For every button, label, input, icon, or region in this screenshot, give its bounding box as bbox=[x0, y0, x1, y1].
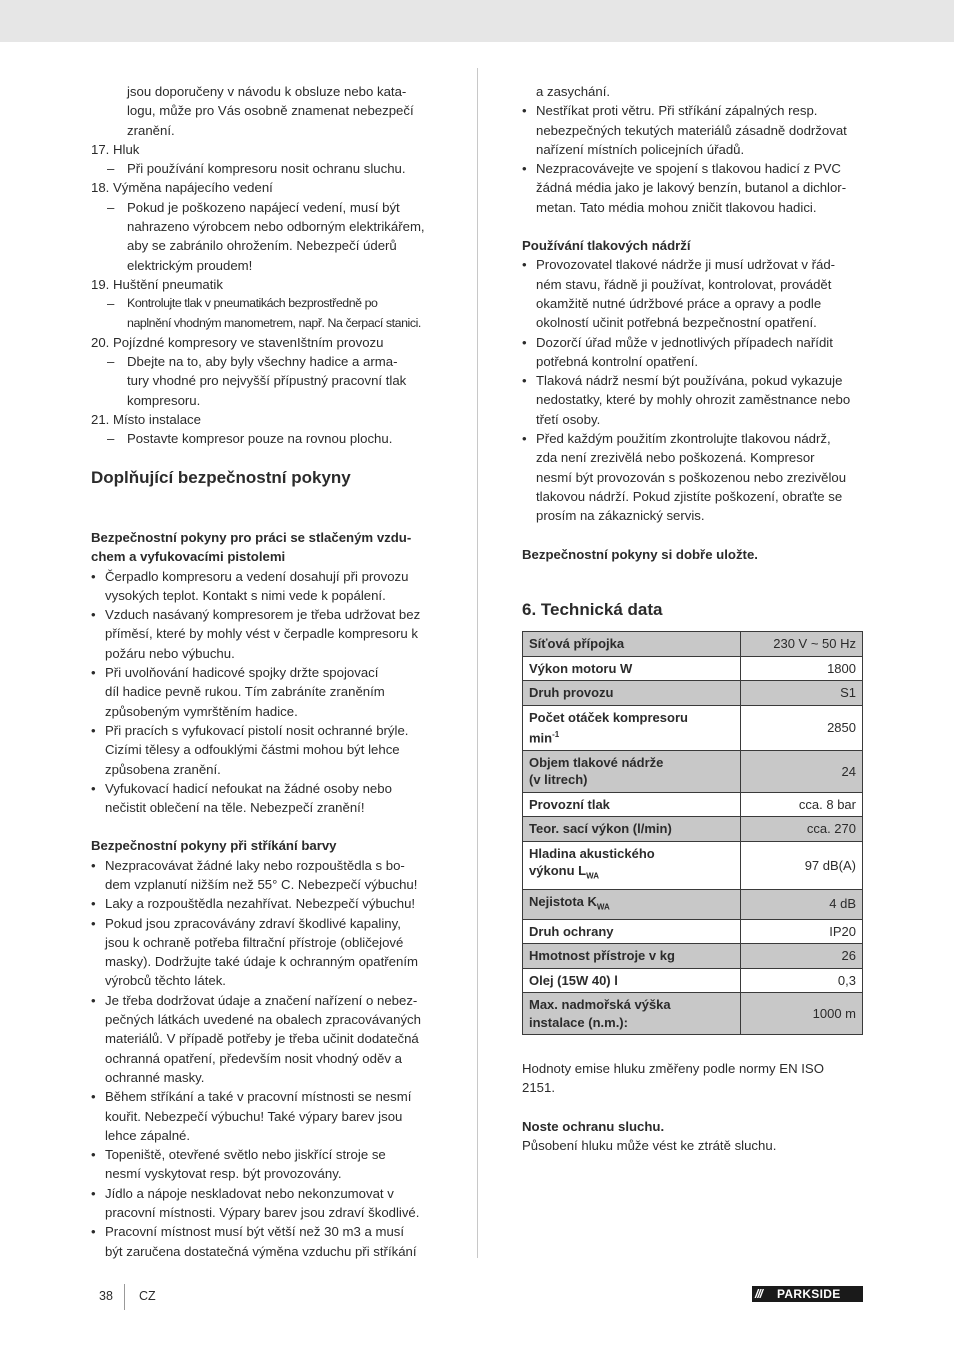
text-line: příměsí, které by mohly vést v čerpadle kompresoru k bbox=[105, 626, 418, 642]
text-line: Pokud je poškozeno napájecí vedení, musí být bbox=[127, 199, 400, 215]
text-line: Hmotnost přístroje v kg bbox=[529, 948, 675, 964]
spec-row bbox=[523, 889, 863, 919]
bullet-marker: • bbox=[522, 161, 527, 177]
spec-value: 4 dB bbox=[741, 889, 863, 919]
spec-label bbox=[523, 993, 741, 1035]
bullet-marker: • bbox=[522, 103, 527, 119]
section-title bbox=[91, 528, 431, 567]
text-line: požáru nebo výbuchu. bbox=[105, 645, 235, 661]
text-line: Topeniště, otevřené světlo nebo jiskřící stroje se bbox=[105, 1147, 386, 1163]
numbered-item bbox=[91, 178, 431, 197]
spec-row bbox=[523, 705, 863, 750]
text-line: ochranné masky. bbox=[105, 1069, 205, 1085]
numbered-item bbox=[91, 140, 431, 159]
subscript: WA bbox=[586, 872, 599, 882]
text-line: pracovní místnosti. Výpary barev jsou zdraví škodlivé. bbox=[105, 1205, 420, 1221]
text-line: Nestříkat proti větru. Při stříkání zápalných resp. bbox=[536, 103, 818, 119]
section-heading: Doplňující bezpečnostní pokyny bbox=[91, 467, 351, 487]
spec-value: cca. 8 bar bbox=[741, 792, 863, 817]
left-sections bbox=[91, 528, 431, 1261]
text-line: (v litrech) bbox=[529, 772, 588, 788]
spec-label-line bbox=[529, 726, 734, 747]
bullet-text bbox=[105, 1222, 431, 1261]
spec-label-line bbox=[529, 820, 734, 838]
spec-label-line bbox=[529, 972, 734, 990]
bullet-marker: • bbox=[91, 915, 96, 931]
text-line: lehce zápalné. bbox=[105, 1127, 191, 1143]
text-line: tury vhodné pro nejvyšší přípustný pracovní tlak bbox=[127, 373, 407, 389]
text-line: nebezpečných tekutých materiálů zásadně dodržovat bbox=[536, 122, 847, 138]
text-line: okolností učinit potřebná bezpečnostní opatření. bbox=[536, 315, 817, 331]
bullet-item bbox=[522, 371, 862, 429]
bullet-text bbox=[536, 333, 862, 372]
bullet-item bbox=[522, 159, 862, 217]
text-line: Objem tlakové nádrže bbox=[529, 754, 664, 770]
text-line: třetí osoby. bbox=[536, 411, 601, 427]
text-line: Vzduch nasávaný kompresorem je třeba udržovat bez bbox=[105, 607, 421, 623]
text-line: zda není zrezivělá nebo poškozená. Kompresor bbox=[536, 450, 815, 466]
spec-label-line bbox=[529, 845, 734, 863]
spec-label-line bbox=[529, 923, 734, 941]
text-line: Druh ochrany bbox=[529, 923, 614, 939]
column-divider bbox=[477, 68, 478, 1258]
bullet-text bbox=[536, 429, 862, 525]
spec-label-line bbox=[529, 796, 734, 814]
bullet-item bbox=[522, 429, 862, 525]
dash-marker: – bbox=[107, 296, 115, 312]
bullet-item bbox=[91, 991, 431, 1087]
text-line: jsou doporučeny v návodu k obsluze nebo kata- bbox=[127, 84, 407, 99]
keep-note: Bezpečnostní pokyny si dobře uložte. bbox=[522, 546, 758, 562]
text-line: naplnění vhodným manometrem, např. Na čerpací stanici. bbox=[127, 315, 421, 330]
spec-label bbox=[523, 968, 741, 993]
bullet-marker: • bbox=[91, 1089, 96, 1105]
text-line: Pokud jsou zpracovávány zdraví škodlivé kapaliny, bbox=[105, 915, 401, 931]
text-line: elektrickým proudem! bbox=[127, 257, 253, 273]
spec-value: 1800 bbox=[741, 656, 863, 681]
text-line: zranění. bbox=[127, 122, 175, 138]
bullet-marker: • bbox=[91, 780, 96, 796]
dash-item bbox=[91, 352, 431, 410]
text-line: nesmí vyskytovat resp. být provozovány. bbox=[105, 1166, 342, 1182]
text-line: Dozorčí úřad může v jednotlivých případech nařídit bbox=[536, 334, 833, 350]
text-line: Bezpečnostní pokyny při stříkání barvy bbox=[91, 838, 337, 854]
text-line: jsou k ochraně potřeba filtrační přístroje (obličejové bbox=[105, 934, 404, 950]
text-line: potřebná kontrolní opatření. bbox=[536, 353, 699, 369]
text-line: Laky a rozpouštědla nezahřívat. Nebezpečí výbuchu! bbox=[105, 896, 416, 912]
bullet-item bbox=[91, 567, 431, 606]
spec-value: 1000 m bbox=[741, 993, 863, 1035]
right-column bbox=[522, 82, 862, 1155]
logo-text: PARKSIDE bbox=[777, 1287, 841, 1301]
dash-text bbox=[127, 198, 431, 275]
dash-text bbox=[127, 294, 431, 333]
hearing-title: Noste ochranu sluchu. bbox=[522, 1118, 665, 1134]
spec-row bbox=[523, 944, 863, 969]
text-line: Vyfukovací hadicí nefoukat na žádné osoby nebo bbox=[105, 780, 392, 796]
text-line: kompresoru. bbox=[127, 392, 201, 408]
parkside-logo bbox=[752, 1286, 863, 1302]
spec-row bbox=[523, 632, 863, 657]
page-number: 38 bbox=[99, 1289, 113, 1303]
text-line: dem vzplanutí nižším než 55° C. Nebezpečí výbuchu! bbox=[105, 876, 418, 892]
spec-row bbox=[523, 681, 863, 706]
subscript: WA bbox=[596, 902, 610, 912]
numbered-item bbox=[91, 410, 431, 429]
tanks-title: Používání tlakových nádrží bbox=[522, 238, 691, 254]
text-line: Při používání kompresoru nosit ochranu sluchu. bbox=[127, 161, 406, 177]
bullet-text bbox=[105, 605, 431, 663]
numbered-item bbox=[91, 275, 431, 294]
bullet-text bbox=[105, 914, 431, 991]
bullet-marker: • bbox=[91, 1185, 96, 1201]
text-line: okamžitě nutné údržbové práce a opravy a podle bbox=[536, 295, 822, 311]
spec-label bbox=[523, 632, 741, 657]
item-title: Výměna napájecího vedení bbox=[113, 180, 273, 196]
bullet-item bbox=[91, 1145, 431, 1184]
text-line: Nezpracovávat žádné laky nebo rozpouštědla s bo- bbox=[105, 857, 405, 873]
spec-row bbox=[523, 968, 863, 993]
text-line: Provozní tlak bbox=[529, 796, 610, 812]
text-line: nedostatky, které by mohly ohrozit zaměstnance nebo bbox=[536, 392, 851, 408]
text-line: být zaručena dostatečná výměna vzduchu při stříkání bbox=[105, 1243, 417, 1259]
text-line: kouřit. Nebezpečí výbuchu! Také výpary barev jsou bbox=[105, 1108, 403, 1124]
text-line: Při pracích s vyfukovací pistolí nosit ochranné brýle. bbox=[105, 722, 409, 738]
text-line: logu, může pro Vás osobně znamenat nebezpečí bbox=[127, 103, 414, 119]
spec-value: 2850 bbox=[741, 705, 863, 750]
bullet-marker: • bbox=[91, 896, 96, 912]
spec-row bbox=[523, 792, 863, 817]
spec-row bbox=[523, 656, 863, 681]
text-line: min bbox=[529, 730, 553, 746]
spec-label-line bbox=[529, 771, 734, 789]
spec-label bbox=[523, 705, 741, 750]
dash-item bbox=[91, 294, 431, 333]
spec-table bbox=[522, 631, 863, 1035]
bullet-item bbox=[91, 1087, 431, 1145]
spec-label bbox=[523, 750, 741, 792]
continuation-text: a zasychání. bbox=[536, 84, 611, 99]
bullet-text bbox=[105, 721, 431, 779]
bullet-text bbox=[536, 371, 862, 429]
item-number: 18. bbox=[91, 180, 110, 196]
safety-section bbox=[91, 528, 431, 817]
bullet-text bbox=[105, 991, 431, 1087]
spec-value: IP20 bbox=[741, 919, 863, 944]
text-line: materiálů. V případě potřeby je třeba učinit dodatečná bbox=[105, 1031, 419, 1047]
bullet-marker: • bbox=[91, 992, 96, 1008]
spec-label bbox=[523, 919, 741, 944]
bullet-text bbox=[105, 1184, 431, 1223]
text-line: Max. nadmořská výška bbox=[529, 997, 671, 1013]
text-line: aby se zabránilo ohrožením. Nebezpečí úderů bbox=[127, 238, 397, 254]
spec-label-line bbox=[529, 893, 734, 916]
spec-label-line bbox=[529, 709, 734, 727]
text-line: způsobena zranění. bbox=[105, 761, 221, 777]
text-line: žádná média jako je lakový benzín, butanol a dichlor- bbox=[536, 180, 847, 196]
text-line: Dbejte na to, aby byly všechny hadice a arma- bbox=[127, 354, 398, 370]
text-line: způsobeným vymrštěním hadice. bbox=[105, 703, 298, 719]
item-title: Huštění pneumatik bbox=[113, 276, 223, 292]
spec-label bbox=[523, 817, 741, 842]
spec-label-line bbox=[529, 754, 734, 772]
spec-label bbox=[523, 681, 741, 706]
bullet-item bbox=[91, 779, 431, 818]
bullet-item bbox=[91, 1222, 431, 1261]
bullet-text bbox=[105, 779, 431, 818]
logo-slashes: /// bbox=[755, 1287, 763, 1301]
spec-row bbox=[523, 817, 863, 842]
noise-note bbox=[522, 1059, 862, 1098]
dash-item bbox=[91, 198, 431, 275]
text-line: Jídlo a nápoje neskladovat nebo nekonzumovat v bbox=[105, 1185, 394, 1201]
spec-label-line bbox=[529, 684, 734, 702]
text-line: vysokých teplot. Kontakt s nimi vede k popálení. bbox=[105, 587, 386, 603]
intro-text bbox=[91, 82, 431, 140]
spec-value: 0,3 bbox=[741, 968, 863, 993]
text-line: Během stříkání a také v pracovní místnosti se nesmí bbox=[105, 1089, 412, 1105]
bullet-marker: • bbox=[91, 607, 96, 623]
bullet-item bbox=[91, 856, 431, 895]
dash-item bbox=[91, 159, 431, 178]
spec-value: 97 dB(A) bbox=[741, 841, 863, 889]
bullet-item bbox=[91, 1184, 431, 1223]
text-line: nahrazeno výrobcem nebo odborným elektrikářem, bbox=[127, 219, 425, 235]
spec-value: 230 V ~ 50 Hz bbox=[741, 632, 863, 657]
text-line: Výkon motoru W bbox=[529, 660, 633, 676]
text-line: 2151. bbox=[522, 1080, 556, 1096]
bullet-item bbox=[522, 101, 862, 159]
spec-row bbox=[523, 841, 863, 889]
dash-item bbox=[91, 429, 431, 448]
bullet-marker: • bbox=[522, 334, 527, 350]
text-line: ném stavu, řádně ji používat, kontrolovat, provádět bbox=[536, 276, 832, 292]
spec-label-line bbox=[529, 1014, 734, 1032]
bullet-text bbox=[536, 255, 862, 332]
text-line: Cizími tělesy a odfouklými částmi mohou být lehce bbox=[105, 742, 400, 758]
text-line: výkonu L bbox=[529, 863, 587, 879]
numbered-item bbox=[91, 333, 431, 352]
bullet-text bbox=[536, 159, 862, 217]
text-line: ochranná opatření, především nosit vhodný oděv a bbox=[105, 1050, 402, 1066]
spec-label bbox=[523, 792, 741, 817]
bullet-item bbox=[91, 605, 431, 663]
spec-value: S1 bbox=[741, 681, 863, 706]
item-number: 21. bbox=[91, 412, 110, 428]
bullet-text bbox=[105, 894, 431, 913]
numbered-list bbox=[91, 140, 431, 449]
spec-label bbox=[523, 841, 741, 889]
spec-label-line bbox=[529, 635, 734, 653]
bullet-item bbox=[91, 663, 431, 721]
text-line: tlakovou nádrží. Pokud zjistíte poškození, obraťte se bbox=[536, 488, 843, 504]
spec-row bbox=[523, 919, 863, 944]
bullet-item bbox=[91, 914, 431, 991]
dash-text bbox=[127, 352, 431, 410]
bullet-marker: • bbox=[522, 373, 527, 389]
text-line: nesmí být provozován s poškozenou nebo zrezivělou bbox=[536, 469, 847, 485]
spec-label-line bbox=[529, 862, 734, 885]
bullet-marker: • bbox=[91, 568, 96, 584]
bullet-marker: • bbox=[91, 722, 96, 738]
bullet-text bbox=[536, 101, 862, 159]
spec-row bbox=[523, 993, 863, 1035]
text-line: Pracovní místnost musí být větší než 30 m3 a musí bbox=[105, 1224, 405, 1240]
text-line: pečných látkách uvedené na obalech zpracovávaných bbox=[105, 1012, 421, 1028]
text-line: Tlaková nádrž nesmí být používána, pokud vykazuje bbox=[536, 373, 843, 389]
spec-label bbox=[523, 656, 741, 681]
footer-divider bbox=[124, 1284, 125, 1310]
bullet-text bbox=[105, 567, 431, 606]
text-line: Olej (15W 40) l bbox=[529, 972, 618, 988]
bullet-marker: • bbox=[91, 1147, 96, 1163]
item-number: 19. bbox=[91, 276, 110, 292]
text-line: masky). Dodržujte také údaje k ochranným opatřením bbox=[105, 954, 418, 970]
spec-row bbox=[523, 750, 863, 792]
text-line: Čerpadlo kompresoru a vedení dosahují při provozu bbox=[105, 568, 409, 584]
text-line: Kontrolujte tlak v pneumatikách bezprostředně po bbox=[127, 296, 378, 311]
spec-label-line bbox=[529, 947, 734, 965]
bullet-text bbox=[105, 1087, 431, 1145]
dash-marker: – bbox=[107, 161, 115, 177]
spec-value: 24 bbox=[741, 750, 863, 792]
text-line: výrobců těchto látek. bbox=[105, 973, 226, 989]
dash-marker: – bbox=[107, 354, 115, 370]
text-line: díl hadice pevně rukou. Tím zabráníte zraněním bbox=[105, 684, 385, 700]
superscript: -1 bbox=[552, 730, 560, 740]
language-code: CZ bbox=[139, 1289, 156, 1303]
header-bar bbox=[0, 0, 954, 42]
text-line: Síťová přípojka bbox=[529, 636, 625, 652]
text-line: Postavte kompresor pouze na rovnou plochu. bbox=[127, 431, 393, 447]
spray-bullets bbox=[522, 101, 862, 217]
section-title bbox=[91, 836, 431, 855]
text-line: Bezpečnostní pokyny pro práci se stlačeným vzdu- bbox=[91, 529, 412, 545]
dash-marker: – bbox=[107, 431, 115, 447]
dash-text bbox=[127, 429, 431, 448]
item-title: Hluk bbox=[113, 141, 140, 157]
bullet-marker: • bbox=[91, 857, 96, 873]
spec-label-line bbox=[529, 996, 734, 1014]
bullet-item bbox=[91, 894, 431, 913]
bullet-text bbox=[105, 856, 431, 895]
text-line: Je třeba dodržovat údaje a značení nařízení o nebez- bbox=[105, 992, 418, 1008]
bullet-marker: • bbox=[91, 665, 96, 681]
spec-value: cca. 270 bbox=[741, 817, 863, 842]
spec-label bbox=[523, 889, 741, 919]
text-line: nečistit oblečení na těle. Nebezpečí zranění! bbox=[105, 800, 365, 816]
bullet-item bbox=[91, 721, 431, 779]
spec-label-line bbox=[529, 660, 734, 678]
text-line: metan. Tato média mohou zničit tlakovou hadici. bbox=[536, 199, 817, 215]
spec-label bbox=[523, 944, 741, 969]
item-number: 17. bbox=[91, 141, 110, 157]
item-title: Místo instalace bbox=[113, 412, 201, 428]
tech-heading: 6. Technická data bbox=[522, 599, 663, 619]
text-line: Provozovatel tlakové nádrže ji musí udržovat v řád- bbox=[536, 257, 836, 273]
text-line: instalace (n.m.): bbox=[529, 1014, 628, 1030]
text-line: Při uvolňování hadicové spojky držte spojovací bbox=[105, 665, 379, 681]
bullet-marker: • bbox=[91, 1224, 96, 1240]
text-line: Před každým použitím zkontrolujte tlakovou nádrž, bbox=[536, 431, 831, 447]
left-column bbox=[91, 82, 431, 1261]
text-line: Teor. sací výkon (l/min) bbox=[529, 821, 672, 837]
item-title: Pojízdné kompresory ve stavenIštním provozu bbox=[113, 334, 384, 350]
item-number: 20. bbox=[91, 334, 110, 350]
text-line: Nejistota K bbox=[529, 893, 597, 909]
dash-text bbox=[127, 159, 431, 178]
text-line: prosím na zákaznický servis. bbox=[536, 508, 705, 524]
text-line: Nezpracovávejte ve spojení s tlakovou hadicí z PVC bbox=[536, 161, 841, 177]
text-line: chem a vyfukovacími pistolemi bbox=[91, 549, 286, 565]
text-line: Hodnoty emise hluku změřeny podle normy EN ISO bbox=[522, 1061, 824, 1077]
text-line: Hladina akustického bbox=[529, 845, 655, 861]
bullet-text bbox=[105, 1145, 431, 1184]
bullet-text bbox=[105, 663, 431, 721]
tanks-bullets bbox=[522, 255, 862, 525]
spec-value: 26 bbox=[741, 944, 863, 969]
dash-marker: – bbox=[107, 199, 115, 215]
bullet-item bbox=[522, 333, 862, 372]
text-line: Druh provozu bbox=[529, 685, 614, 701]
bullet-item bbox=[522, 255, 862, 332]
bullet-marker: • bbox=[522, 431, 527, 447]
safety-section bbox=[91, 836, 431, 1261]
text-line: Počet otáček kompresoru bbox=[529, 709, 688, 725]
text-line: nařízení místních policejních úřadů. bbox=[536, 141, 745, 157]
bullet-marker: • bbox=[522, 257, 527, 273]
hearing-text: Působení hluku může vést ke ztrátě sluchu. bbox=[522, 1138, 777, 1154]
